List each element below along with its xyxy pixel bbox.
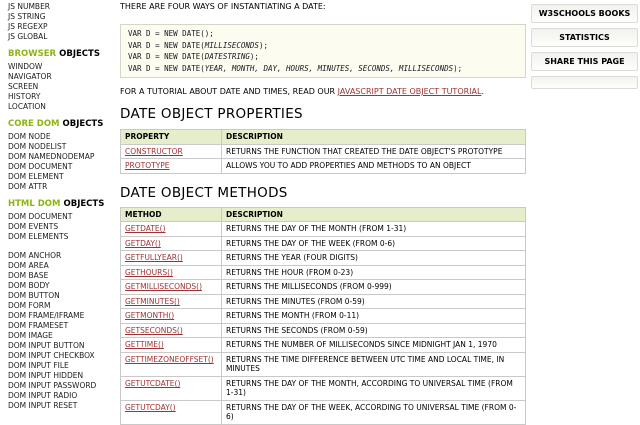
sidebar-link[interactable]: DOM INPUT FILE xyxy=(8,361,69,370)
methods-table xyxy=(120,207,526,425)
table-row xyxy=(121,309,526,324)
method-cell xyxy=(121,376,222,400)
table-row xyxy=(121,338,526,353)
description-cell: RETURNS THE YEAR (FOUR DIGITS) xyxy=(222,251,526,266)
sidebar-link[interactable]: DOM BASE xyxy=(8,271,49,280)
sidebar-entry xyxy=(8,311,116,321)
code-line xyxy=(128,40,518,52)
sidebar-entry xyxy=(8,152,116,162)
code-text: VAR D = NEW DATE( xyxy=(128,29,205,38)
code-text: VAR D = NEW DATE( xyxy=(128,52,205,61)
sidebar-entry xyxy=(8,182,116,192)
sidebar-entry xyxy=(8,271,116,281)
code-text-end: ); xyxy=(258,40,268,50)
sidebar-box-share xyxy=(531,52,638,71)
sidebar-entry xyxy=(8,281,116,291)
sidebar-entry xyxy=(8,49,116,59)
sidebar-entry xyxy=(8,341,116,351)
sidebar-link[interactable]: DOM ELEMENT xyxy=(8,172,64,181)
sidebar-entry xyxy=(8,92,116,102)
statistics-box-title: STATISTICS xyxy=(559,33,610,42)
code-text-end: ); xyxy=(453,63,463,73)
share-box-title: SHARE THIS PAGE xyxy=(544,57,625,66)
description-cell: RETURNS THE DAY OF THE WEEK (FROM 0-6) xyxy=(222,236,526,251)
description-cell: RETURNS THE DAY OF THE MONTH (FROM 1-31) xyxy=(222,222,526,237)
description-cell: RETURNS THE NUMBER OF MILLISECONDS SINCE MIDNIGHT JAN 1, 1970 xyxy=(222,338,526,353)
sidebar-link[interactable]: DOM NODE xyxy=(8,132,51,141)
sidebar-box-statistics xyxy=(531,28,638,47)
sidebar-entry xyxy=(8,381,116,391)
table-row xyxy=(121,236,526,251)
code-text-end: ); xyxy=(204,29,214,38)
method-link[interactable]: GETHOURS() xyxy=(125,267,173,277)
methods-col-description: DESCRIPTION xyxy=(222,207,526,222)
sidebar-link[interactable]: DOM INPUT BUTTON xyxy=(8,341,85,350)
table-row xyxy=(121,222,526,237)
method-link[interactable]: GETTIMEZONEOFFSET() xyxy=(125,354,214,364)
code-line xyxy=(128,51,518,63)
sidebar-link[interactable]: DOM INPUT RESET xyxy=(8,401,78,410)
sidebar-link[interactable]: DOM NODELIST xyxy=(8,142,67,151)
intro-text: THERE ARE FOUR WAYS OF INSTANTIATING A DATE: xyxy=(120,2,326,11)
sidebar-entry xyxy=(8,361,116,371)
method-link[interactable]: GETUTCDAY() xyxy=(125,402,176,412)
tutorial-suffix: . xyxy=(481,87,485,96)
main-content xyxy=(120,0,526,425)
sidebar-entry xyxy=(8,261,116,271)
sidebar-heading-label: OBJECTS xyxy=(59,49,100,59)
code-example-box xyxy=(120,24,526,78)
sidebar-link[interactable]: DOM IMAGE xyxy=(8,331,53,340)
sidebar-link[interactable]: DOM ATTR xyxy=(8,182,48,191)
sidebar-entry xyxy=(8,222,116,232)
sidebar-link[interactable]: DOM AREA xyxy=(8,261,49,270)
sidebar-entry xyxy=(8,371,116,381)
sidebar-link[interactable]: DOM INPUT RADIO xyxy=(8,391,78,400)
sidebar-entry xyxy=(8,321,116,331)
sidebar-entry xyxy=(8,119,116,129)
method-cell xyxy=(121,251,222,266)
table-row xyxy=(121,251,526,266)
sidebar-link[interactable]: LOCATION xyxy=(8,102,46,111)
description-cell: RETURNS THE MONTH (FROM 0-11) xyxy=(222,309,526,324)
properties-heading: DATE OBJECT PROPERTIES xyxy=(120,106,303,122)
description-cell: ALLOWS YOU TO ADD PROPERTIES AND METHODS TO AN OBJECT xyxy=(222,159,526,174)
sidebar-entry xyxy=(8,32,116,42)
sidebar-entry xyxy=(8,2,116,12)
code-text: VAR D = NEW DATE( xyxy=(128,63,205,73)
method-cell xyxy=(121,323,222,338)
description-cell: RETURNS THE DAY OF THE MONTH, ACCORDING TO UNIVERSAL TIME (FROM 1-31) xyxy=(222,376,526,400)
sidebar-entry xyxy=(8,102,116,112)
method-cell xyxy=(121,294,222,309)
sidebar-link[interactable]: DOM INPUT HIDDEN xyxy=(8,371,84,380)
description-cell: RETURNS THE SECONDS (FROM 0-59) xyxy=(222,323,526,338)
sidebar-heading-label: OBJECTS xyxy=(63,199,105,209)
property-cell xyxy=(121,144,222,159)
properties-col-property: PROPERTY xyxy=(121,130,222,145)
sidebar-entry xyxy=(8,132,116,142)
sidebar-heading-accent: BROWSER xyxy=(8,49,57,59)
method-link[interactable]: GETSECONDS() xyxy=(125,325,183,335)
sidebar-heading-accent: CORE DOM xyxy=(8,119,60,129)
method-cell xyxy=(121,236,222,251)
code-line xyxy=(128,63,518,75)
sidebar-link[interactable]: JS GLOBAL xyxy=(8,32,48,41)
sidebar-link[interactable]: HISTORY xyxy=(8,92,41,101)
method-link[interactable]: GETUTCDATE() xyxy=(125,378,181,388)
table-row xyxy=(121,400,526,424)
sidebar-link[interactable]: DOM INPUT CHECKBOX xyxy=(8,351,95,360)
sidebar-entry xyxy=(8,142,116,152)
method-link[interactable]: GETDATE() xyxy=(125,224,166,233)
sidebar-entry xyxy=(8,251,116,261)
description-cell: RETURNS THE FUNCTION THAT CREATED THE DATE OBJECT'S PROTOTYPE xyxy=(222,144,526,159)
sidebar-box-books xyxy=(531,4,638,23)
sidebar-entry xyxy=(8,301,116,311)
sidebar-link[interactable]: JS REGEXP xyxy=(8,22,48,31)
sidebar-entry xyxy=(8,212,116,222)
sidebar-entry xyxy=(8,331,116,341)
sidebar-link[interactable]: DOM ELEMENTS xyxy=(8,232,69,241)
sidebar-link[interactable]: DOM FORM xyxy=(8,301,51,310)
sidebar-link[interactable]: DOM DOCUMENT xyxy=(8,162,73,171)
sidebar-link[interactable]: DOM BODY xyxy=(8,281,50,290)
methods-heading: DATE OBJECT METHODS xyxy=(120,184,288,201)
sidebar-heading-label: OBJECTS xyxy=(62,119,104,129)
sidebar-link[interactable]: JS STRING xyxy=(8,12,46,21)
property-cell xyxy=(121,159,222,174)
code-text-end: ); xyxy=(249,52,259,61)
code-param: MILLISECONDS xyxy=(204,40,259,50)
properties-table-header-row xyxy=(121,130,526,145)
sidebar-link[interactable]: JS NUMBER xyxy=(8,2,51,11)
sidebar-entry xyxy=(8,22,116,32)
sidebar-link[interactable]: WINDOW xyxy=(8,62,43,71)
sidebar-entry xyxy=(8,172,116,182)
sidebar-entry xyxy=(8,199,116,209)
sidebar-entry xyxy=(8,12,116,22)
books-box-title: W3SCHOOLS BOOKS xyxy=(538,9,631,18)
description-cell: RETURNS THE MINUTES (FROM 0-59) xyxy=(222,294,526,309)
table-row xyxy=(121,376,526,400)
method-link[interactable]: GETTIME() xyxy=(125,340,164,349)
table-row xyxy=(121,294,526,309)
properties-col-description: DESCRIPTION xyxy=(222,130,526,145)
sidebar-entry xyxy=(8,162,116,172)
sidebar-heading-accent: HTML DOM xyxy=(8,199,61,209)
sidebar-link[interactable]: DOM INPUT PASSWORD xyxy=(8,381,97,390)
sidebar-box-empty xyxy=(531,76,638,89)
code-text: VAR D = NEW DATE( xyxy=(128,40,205,50)
sidebar-entry xyxy=(8,82,116,92)
code-param: DATESTRING xyxy=(204,52,250,61)
sidebar-entry xyxy=(8,242,116,251)
method-link[interactable]: GETFULLYEAR() xyxy=(125,253,183,262)
method-link[interactable]: GETMONTH() xyxy=(125,311,175,320)
sidebar-link[interactable]: DOM NAMEDNODEMAP xyxy=(8,152,95,161)
method-cell xyxy=(121,352,222,376)
sidebar-entry xyxy=(8,232,116,242)
sidebar-entry xyxy=(8,291,116,301)
table-row xyxy=(121,159,526,174)
sidebar-link[interactable]: NAVIGATOR xyxy=(8,72,52,81)
sidebar-link[interactable]: DOM ANCHOR xyxy=(8,251,62,260)
method-link[interactable]: GETDAY() xyxy=(125,238,161,248)
property-link[interactable]: CONSTRUCTOR xyxy=(125,146,183,156)
table-row xyxy=(121,280,526,295)
table-row xyxy=(121,352,526,376)
sidebar-link[interactable]: DOM BUTTON xyxy=(8,291,60,300)
table-row xyxy=(121,144,526,159)
sidebar-link[interactable]: DOM EVENTS xyxy=(8,222,59,231)
description-cell: RETURNS THE TIME DIFFERENCE BETWEEN UTC TIME AND LOCAL TIME, IN MINUTES xyxy=(222,352,526,376)
sidebar-entry xyxy=(8,62,116,72)
method-link[interactable]: GETMINUTES() xyxy=(125,296,180,306)
method-cell xyxy=(121,400,222,424)
code-param: YEAR, MONTH, DAY, HOURS, MINUTES, SECONDS, MILLISECONDS xyxy=(204,63,454,73)
methods-col-method: METHOD xyxy=(121,207,222,222)
method-cell xyxy=(121,265,222,280)
method-link[interactable]: GETMILLISECONDS() xyxy=(125,282,203,291)
tutorial-line xyxy=(120,87,526,97)
description-cell: RETURNS THE DAY OF THE WEEK, ACCORDING TO UNIVERSAL TIME (FROM 0-6) xyxy=(222,400,526,424)
left-nav-menu xyxy=(8,2,116,411)
property-link[interactable]: PROTOTYPE xyxy=(125,161,170,170)
sidebar-link[interactable]: DOM FRAME/IFRAME xyxy=(8,311,85,320)
code-line xyxy=(128,28,518,40)
description-cell: RETURNS THE HOUR (FROM 0-23) xyxy=(222,265,526,280)
sidebar-link[interactable]: DOM FRAMESET xyxy=(8,321,69,330)
tutorial-prefix: FOR A TUTORIAL ABOUT DATE AND TIMES, READ OUR xyxy=(120,87,338,96)
sidebar-entry xyxy=(8,401,116,411)
tutorial-link[interactable]: JAVASCRIPT DATE OBJECT TUTORIAL xyxy=(337,87,482,96)
right-sidebar xyxy=(531,0,638,94)
table-row xyxy=(121,323,526,338)
description-cell: RETURNS THE MILLISECONDS (FROM 0-999) xyxy=(222,280,526,295)
sidebar-entry xyxy=(8,351,116,361)
method-cell xyxy=(121,222,222,237)
methods-table-header-row xyxy=(121,207,526,222)
method-cell xyxy=(121,280,222,295)
table-row xyxy=(121,265,526,280)
method-cell xyxy=(121,309,222,324)
sidebar-entry xyxy=(8,72,116,82)
sidebar-link[interactable]: DOM DOCUMENT xyxy=(8,212,73,221)
method-cell xyxy=(121,338,222,353)
properties-table xyxy=(120,129,526,174)
sidebar-link[interactable]: SCREEN xyxy=(8,82,39,91)
